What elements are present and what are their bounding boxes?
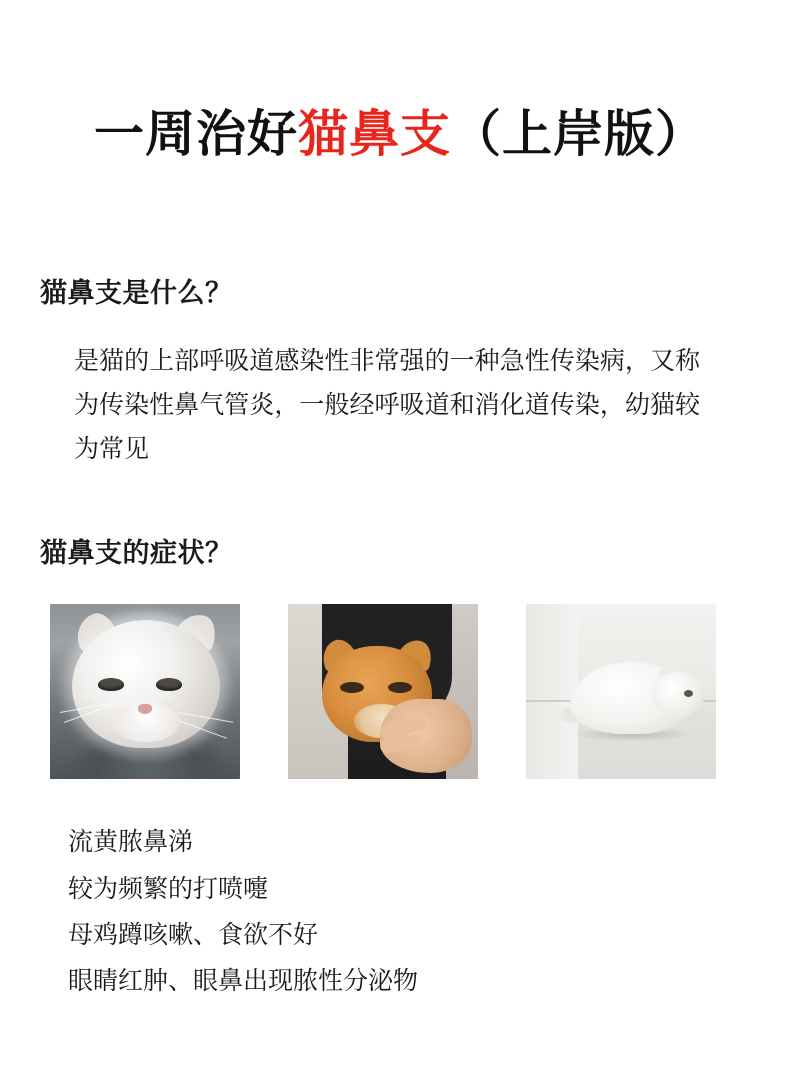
cat-eye-right [156,678,182,691]
section-heading-definition: 猫鼻支是什么？ [40,278,233,308]
page-title [40,106,760,164]
definition-paragraph: 是猫的上部呼吸道感染性非常强的一种急性传染病，又称为传染性鼻气管炎，一般经呼吸道和消化道传染，幼猫较为常见 [74,347,700,463]
title-block [40,0,760,163]
list-item: 母鸡蹲咳嗽、食欲不好 [68,920,319,949]
photo-white-cat-lying [526,604,716,779]
section-heading-symptoms: 猫鼻支的症状？ [40,538,233,569]
cat-head [652,672,704,718]
symptom-list [68,819,760,1004]
photo-white-longhair-cat [50,604,240,779]
list-item: 眼睛红肿、眼鼻出现脓性分泌物 [68,967,419,995]
background-wall-panel [526,604,578,779]
title-segment-3: （上岸版） [451,105,706,162]
list-item: 较为频繁的打喷嚏 [68,874,269,903]
title-segment-1: 一周治好 [94,105,298,162]
symptom-photo-row [50,604,760,779]
photo-orange-cat-held [288,604,478,779]
title-segment-highlight: 猫鼻支 [298,105,451,162]
list-item: 流黄脓鼻涕 [68,828,194,857]
cat-eye-left [98,678,124,691]
